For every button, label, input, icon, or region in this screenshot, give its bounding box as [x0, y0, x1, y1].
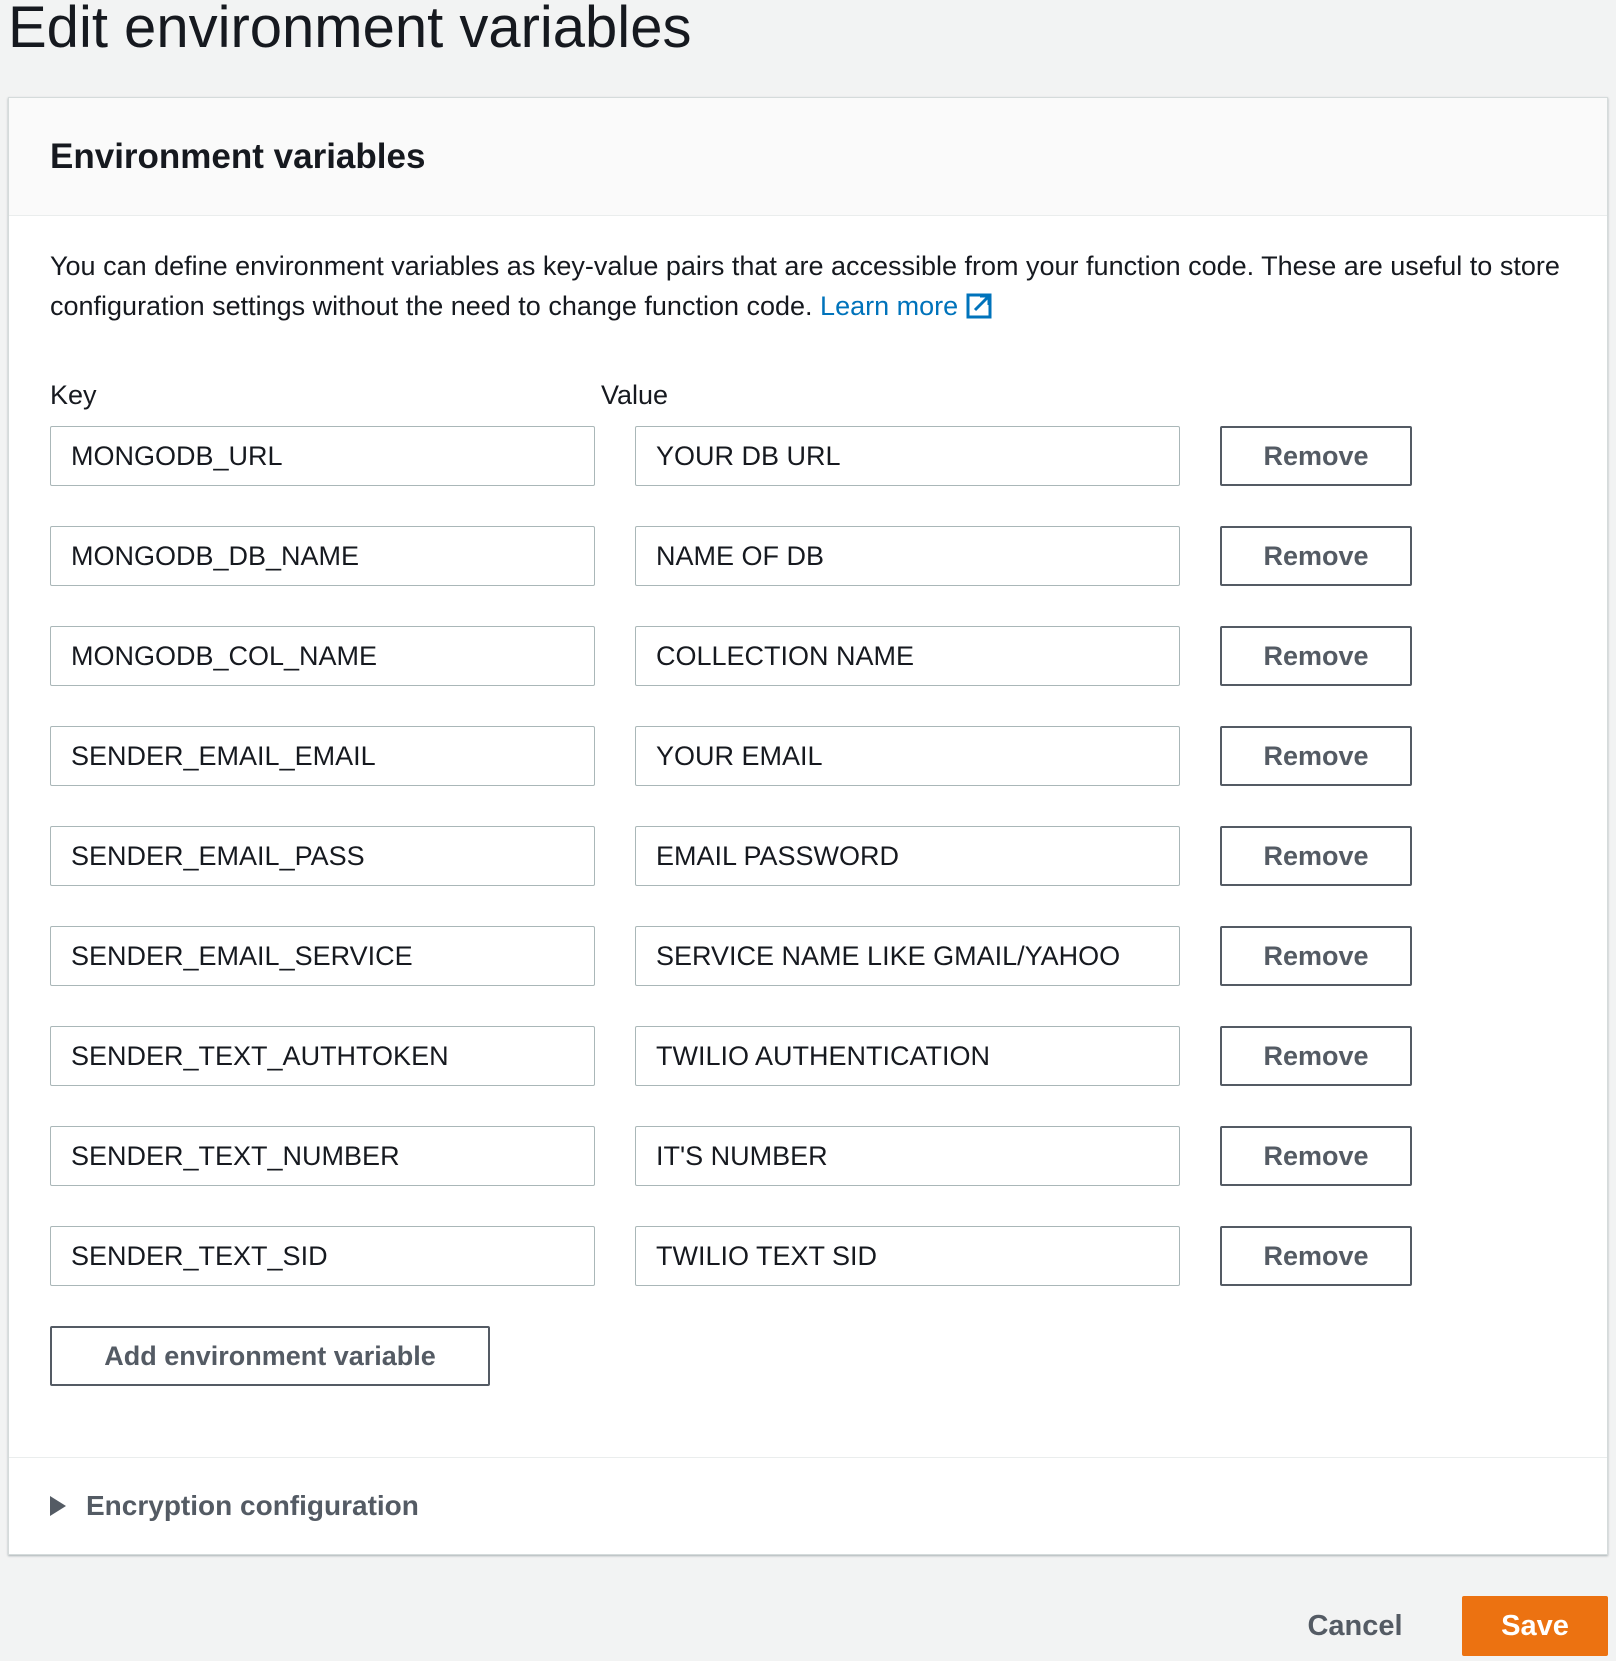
key-input[interactable] — [50, 1026, 595, 1086]
cancel-button[interactable]: Cancel — [1290, 1596, 1420, 1656]
add-environment-variable-button[interactable]: Add environment variable — [50, 1326, 490, 1386]
remove-button[interactable]: Remove — [1220, 526, 1412, 586]
encryption-configuration-toggle[interactable] — [9, 1457, 1607, 1554]
key-input[interactable] — [50, 826, 595, 886]
key-input[interactable] — [50, 426, 595, 486]
remove-button[interactable]: Remove — [1220, 726, 1412, 786]
remove-button[interactable]: Remove — [1220, 1126, 1412, 1186]
description-text: You can define environment variables as key-value pairs that are accessible from your function code. These are useful to store configuration settings without the need to change function code. — [50, 251, 1560, 321]
caret-right-icon — [50, 1496, 66, 1516]
panel-header — [9, 98, 1607, 216]
value-input[interactable] — [635, 726, 1180, 786]
value-input[interactable] — [635, 1226, 1180, 1286]
value-input[interactable] — [635, 626, 1180, 686]
value-input[interactable] — [635, 926, 1180, 986]
remove-button[interactable]: Remove — [1220, 426, 1412, 486]
remove-button[interactable]: Remove — [1220, 1026, 1412, 1086]
key-input[interactable] — [50, 526, 595, 586]
value-input[interactable] — [635, 826, 1180, 886]
remove-button[interactable]: Remove — [1220, 826, 1412, 886]
save-button[interactable]: Save — [1462, 1596, 1608, 1656]
panel-title: Environment variables — [50, 136, 426, 176]
key-input[interactable] — [50, 926, 595, 986]
learn-more-link[interactable] — [820, 291, 992, 321]
panel-description — [50, 246, 1590, 326]
key-column-label: Key — [50, 380, 97, 410]
external-link-icon — [966, 293, 992, 319]
remove-button[interactable]: Remove — [1220, 926, 1412, 986]
key-input[interactable] — [50, 726, 595, 786]
remove-button[interactable]: Remove — [1220, 626, 1412, 686]
value-column-label: Value — [601, 380, 669, 410]
value-input[interactable] — [635, 1026, 1180, 1086]
encryption-configuration-label: Encryption configuration — [86, 1490, 419, 1521]
value-input[interactable] — [635, 526, 1180, 586]
value-input[interactable] — [635, 1126, 1180, 1186]
key-input[interactable] — [50, 1226, 595, 1286]
learn-more-label: Learn more — [820, 291, 959, 321]
key-input[interactable] — [50, 1126, 595, 1186]
remove-button[interactable]: Remove — [1220, 1226, 1412, 1286]
page-title: Edit environment variables — [8, 0, 692, 60]
environment-variables-panel — [8, 97, 1608, 1555]
key-input[interactable] — [50, 626, 595, 686]
value-input[interactable] — [635, 426, 1180, 486]
